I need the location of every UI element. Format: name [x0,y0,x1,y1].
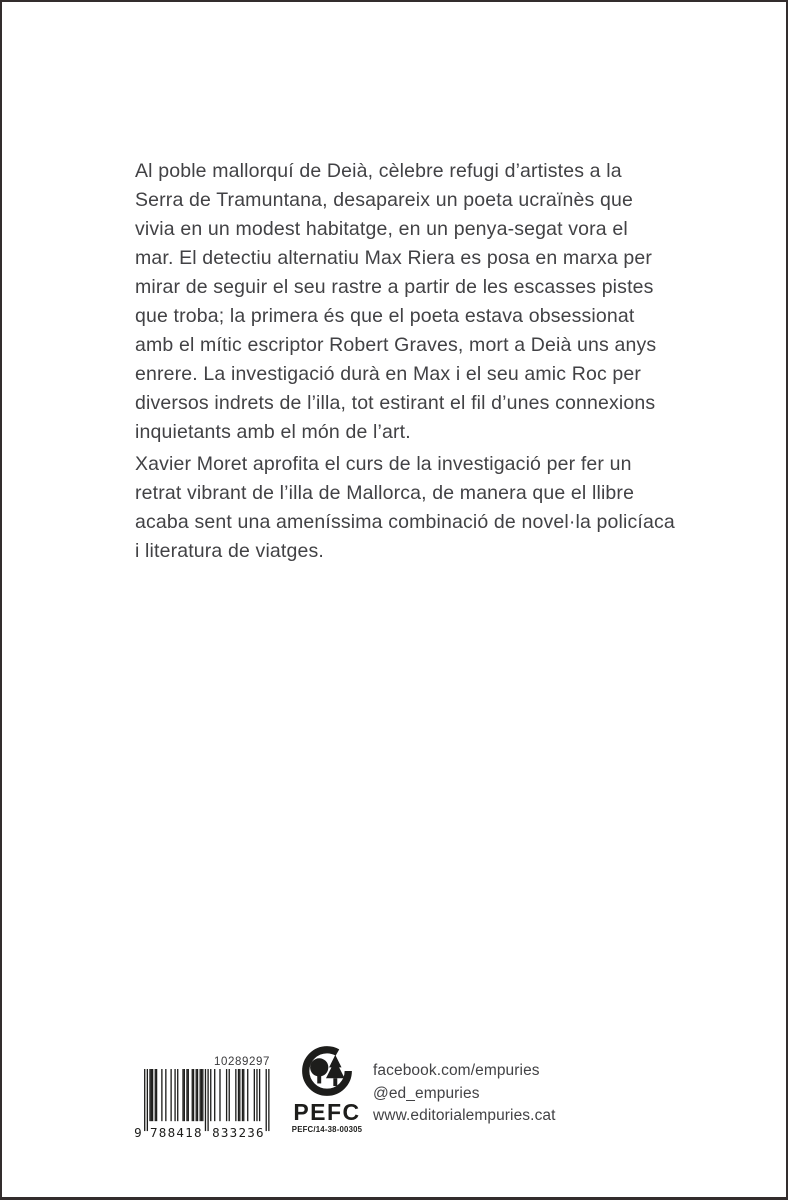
pefc-certificate-number: PEFC/14-38-00305 [291,1125,363,1134]
synopsis-paragraph-2: Xavier Moret aprofita el curs de la investigació per fer un retrat vibrant de l’illa de Mallorca, de manera que el llibre acaba sent una ameníssima combinació de novel·la policíaca i literatura de viatges. [135,453,675,562]
synopsis [135,157,695,566]
facebook-link: facebook.com/empuries [373,1062,540,1079]
publisher-links [373,1060,556,1128]
barcode [133,1055,270,1139]
barcode-bars-icon [133,1069,270,1139]
synopsis-paragraph-1: Al poble mallorquí de Deià, cèlebre refugi d’artistes a la Serra de Tramuntana, desapareix un poeta ucraïnès que vivia en un modest habitatge, en un penya-segat vora el mar. El detectiu alternatiu Max Riera es posa en marxa per mirar de seguir el seu rastre a partir de les escasses pistes que troba; la primera és que el poeta estava obsessionat amb el mític escriptor Robert Graves, mort a Deià uns anys enrere. La investigació durà en Max i el seu amic Roc per diversos indrets de l’illa, tot estirant el fil d’unes connexions inquietants amb el món de l’art. [135,160,657,443]
website-link: www.editorialempuries.cat [373,1107,556,1124]
pefc-logo-icon [299,1043,355,1099]
twitter-handle: @ed_empuries [373,1084,480,1102]
barcode-top-number: 10289297 [214,1056,270,1068]
isbn-left-group: 788418 [149,1125,202,1139]
pefc-label: PEFC [293,1099,361,1125]
pefc-certification [288,1043,366,1134]
isbn-right-group: 833236 [212,1125,264,1139]
isbn-digit-prefix: 9 [134,1125,142,1139]
